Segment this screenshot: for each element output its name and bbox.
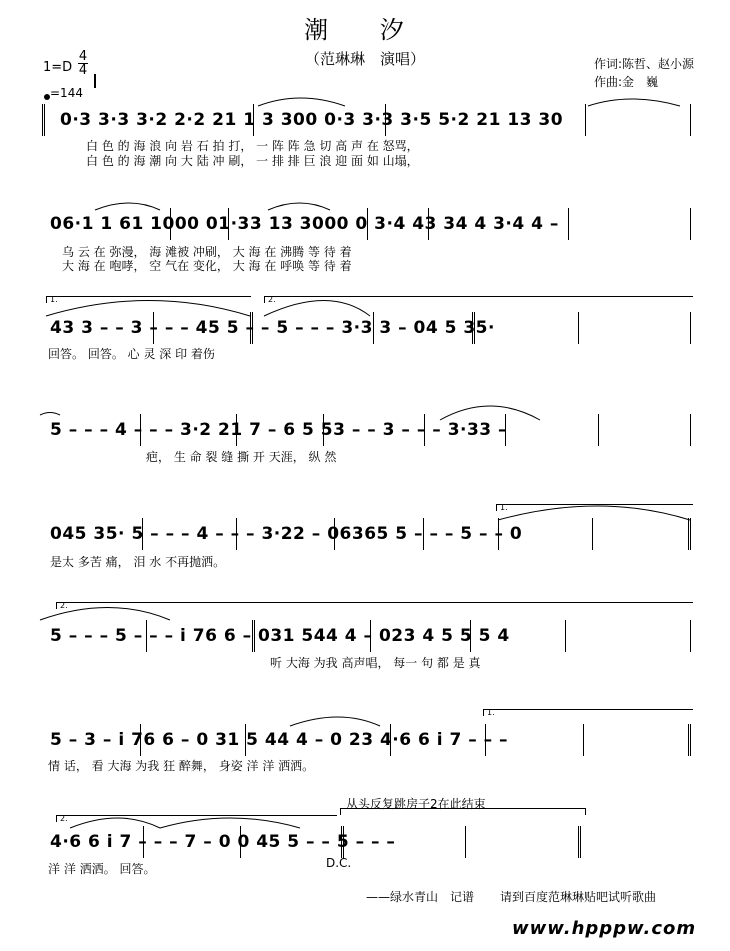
tempo-marking: =144	[44, 86, 83, 100]
song-title: 潮 汐	[304, 16, 426, 44]
da-capo-marking: D.C.	[326, 856, 352, 870]
performer-subtitle: （范琳琳 演唱）	[304, 50, 425, 68]
lyrics-line-5: 是太 多苦 痛， 泪 水 不再抛洒。	[50, 555, 226, 569]
second-ending-bracket: 2.	[264, 296, 693, 303]
lyrics-line-1b: 白 色 的 海 潮 向 大 陆 冲 刷， 一 排 排 巨 浪 迎 面 如 山塌，	[86, 154, 419, 168]
site-watermark: www.hpppw.com	[512, 918, 697, 939]
transcriber-credit: ——绿水青山 记谱	[366, 890, 475, 904]
lyrics-line-2a: 乌 云 在 弥漫， 海 滩被 冲刷， 大 海 在 沸腾 等 待 着	[62, 245, 352, 259]
notes-line-1: 0·3 3·3 3·2 2·2 21 1 3 300 0·3 3·3 3·5 5·2 21 13 30	[60, 110, 564, 130]
lyrics-line-8: 洋 洋 洒洒。 回答。	[48, 862, 156, 876]
second-ending-bracket-2: 2.	[56, 602, 693, 609]
listen-note: 请到百度范琳琳贴吧试听歌曲	[500, 890, 657, 904]
lyrics-line-4: 疤， 生 命 裂 缝 撕 开 天涯， 纵 然	[146, 450, 337, 464]
lyrics-line-3: 回答。 回答。 心 灵 深 印 着伤	[48, 347, 215, 361]
time-signature: 4 4	[78, 49, 88, 78]
first-ending-bracket: 1.	[46, 296, 251, 303]
lyrics-line-7: 情 话， 看 大海 为我 狂 醉舞， 身姿 洋 洋 洒洒。	[48, 759, 315, 773]
notes-line-2: 06·1 1 61 1000 01·33 13 3000 0 3·4 43 34 4 3·4 4 –	[50, 214, 559, 234]
notes-line-8: 4·6 6 i 7 – – – 7 – 0 0 45 5 – – 5 – – –	[50, 832, 396, 852]
notes-line-3: 43 3 – – 3 – – – 45 5 – – 5 – – – 3·3 3 – 04 5 35·	[50, 318, 495, 338]
first-ending-bracket-2: 1.	[496, 504, 693, 511]
repeat-instruction: 从头反复跳房子2在此结束	[346, 797, 486, 811]
notes-line-7: 5 – 3 – i 76 6 – 0 31 5 44 4 – 0 23 4·6 6 i 7 – – –	[50, 730, 509, 750]
notes-line-4: 5 – – – 4 – – – 3·2 21 7 – 6 5 53 – – 3 – – – 3·33 –	[50, 420, 508, 440]
lyrics-line-6: 听 大海 为我 高声唱， 每一 句 都 是 真	[270, 656, 481, 670]
composer-credit: 作曲:金 巍	[594, 75, 659, 89]
lyricist-credit: 作词:陈哲、赵小源	[594, 57, 695, 71]
first-ending-bracket-3: 1.	[483, 709, 693, 716]
lyrics-line-1a: 白 色 的 海 浪 向 岩 石 拍 打， 一 阵 阵 急 切 高 声 在 怒骂，	[86, 139, 419, 153]
notes-line-5: 045 35· 5 – – – 4 – – – 3·22 – 06365 5 – – – 5 – – 0	[50, 524, 523, 544]
second-ending-bracket-3: 2.	[56, 815, 337, 822]
notes-line-6: 5 – – – 5 – – – i 76 6 – 031 544 4 – 023 4 5 5 5 4	[50, 626, 510, 646]
key-signature: 1=D	[43, 60, 73, 75]
lyrics-line-2b: 大 海 在 咆哮， 空 气在 变化， 大 海 在 呼唤 等 待 着	[62, 259, 352, 273]
